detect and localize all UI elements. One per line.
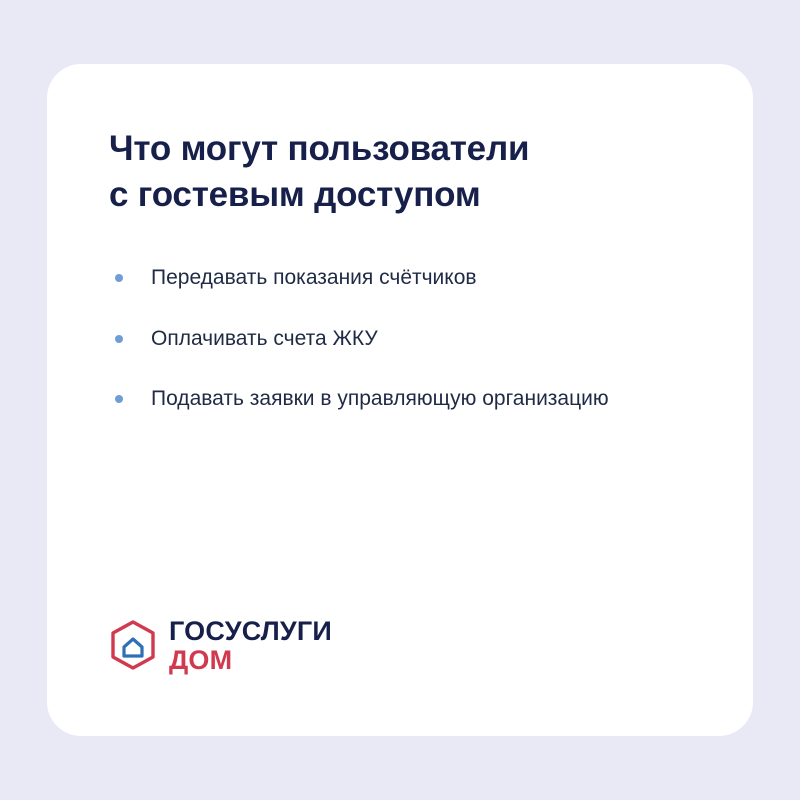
info-card — [47, 64, 753, 736]
page-title-line-1: Что могут пользователи — [109, 129, 530, 168]
brand-name-primary: ГОСУСЛУГИ — [169, 616, 332, 646]
brand-logo — [109, 618, 332, 674]
list-item — [109, 264, 697, 292]
page-title — [109, 126, 669, 218]
page-title-line-2: с гостевым доступом — [109, 175, 481, 215]
list-item — [109, 385, 697, 413]
feature-list — [109, 264, 697, 413]
house-icon — [109, 620, 157, 672]
list-item-label: Передавать показания счётчиков — [151, 266, 477, 290]
bullet-dot-icon — [115, 274, 123, 282]
list-item-label: Подавать заявки в управляющую организацию — [151, 387, 609, 411]
bullet-dot-icon — [115, 335, 123, 343]
list-item — [109, 325, 697, 353]
brand-name-secondary: ДОМ — [169, 645, 233, 675]
brand-wordmark — [169, 618, 332, 674]
bullet-dot-icon — [115, 395, 123, 403]
list-item-label: Оплачивать счета ЖКУ — [151, 326, 378, 350]
